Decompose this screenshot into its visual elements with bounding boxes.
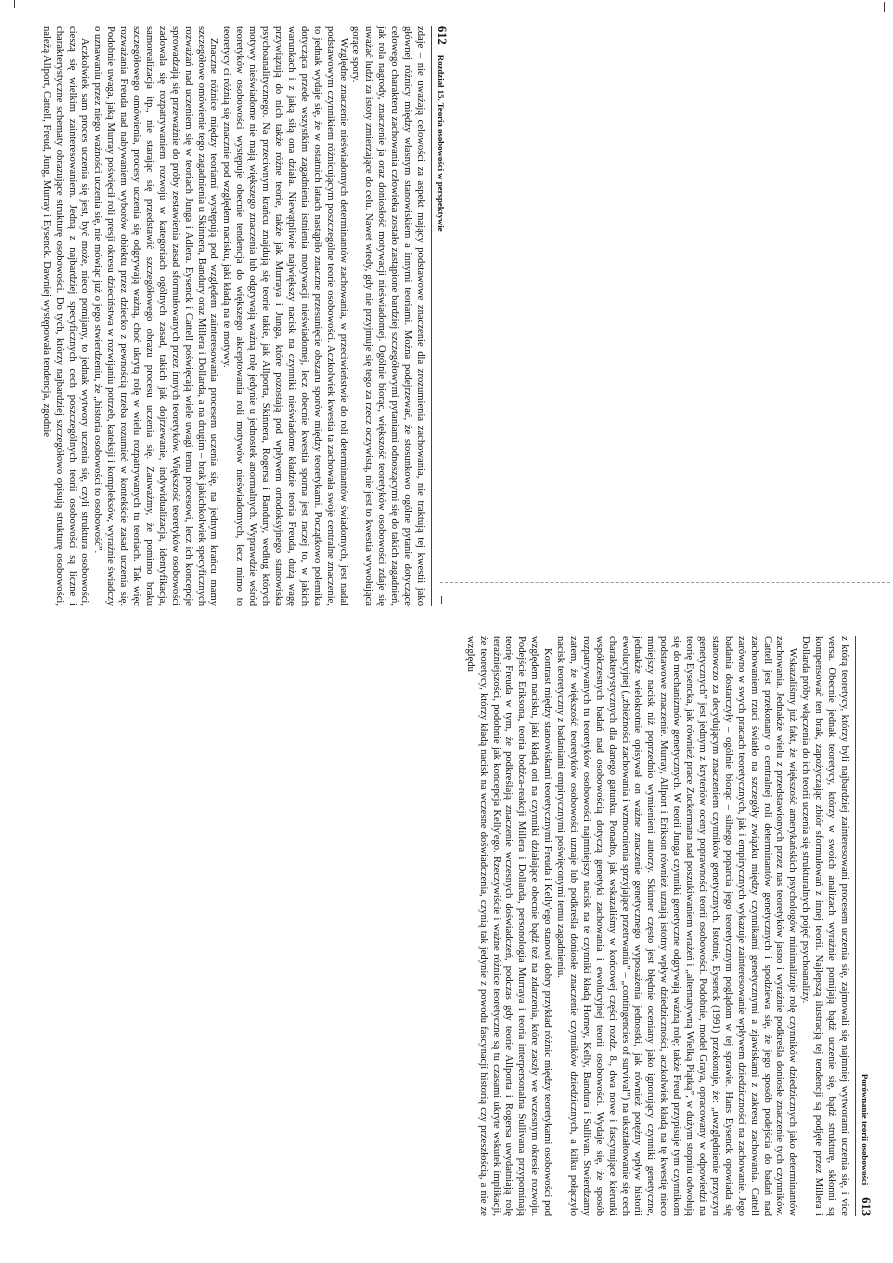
running-head: Porównanie teorii osobowości	[860, 1073, 870, 1186]
page-613	[464, 636, 873, 1216]
paragraph: Aczkolwiek sam proces uczenia się jest, być może, nieco pomijany, to jednak wytwory uczenia się, czyli struktura osobowości, cieszą się wielkim zainteresowaniem. Jedną z najbardziej specyficznych cech poszczególnych teorii osobowości są liczne i charakterystyczne schematy obrazujące strukturę osobowości. Do tych, którzy najbardziej szczegółowo opisują strukturę osobowości, należą Allport, Cattell, Freud, Jung, Murray i Eysenck. Dawniej występowała tendencja, zgodnie	[40, 26, 91, 606]
running-head: Rozdział 15. Teoria osobowości w perspektywie	[436, 54, 446, 232]
page-number: 613	[859, 1197, 873, 1216]
page-number: 612	[435, 26, 449, 45]
paragraph: Względne znaczenie nieświadomych determinantów zachowania, w przeciwieństwie do roli determinantów świadomych, jest nadal podstawowym czynnikiem różnicującym poszczególne teorie osobowości. Aczkolwiek kwestia ta zachowała swoje centralne znaczenie, to jednak wydaje się, że w ostatnich latach nastąpiło znaczne przesunięcie obszaru sporów między teoretykami. Początkowo polemika dotycząca przede wszystkim zagadnienia istnienia motywacji nieświadomej, lecz obecnie kwestia sporna jest raczej to, w jakich warunkach i z jaką siłą ona działa. Niewątpliwie największy nacisk na czynniki nieświadome kładzie teoria Freuda, dużą wagę przywiązują do nich także różne teorie, także jak Murraya i Junga, które pozostają pod wpływem ortodoksyjnego stanowiska psychoanalitycznego. Na przeciwnym krańcu znajdują się teorie takie, jak Allporta, Skinnera, Rogersa i Bandury, według których motywy nieświadome nie mają większego znaczenia lub odgrywają ważną rolę jedynie u jednostek anormalnych. Wyprawdzie wśród teoretyków osobowości występuje obecnie tendencja do większego akceptowania roli motywów nieświadomych, lecz mimo to teoretycy ci różnią się znacznie pod względem nacisku, jaki kładą na te motywy.	[221, 26, 349, 606]
page-header	[431, 26, 448, 606]
page-612	[40, 26, 449, 606]
page-body	[40, 26, 426, 606]
page-divider	[440, 582, 890, 583]
paragraph: Znaczne różnice między teoriami występują pod względem zainteresowania procesem uczenia się, na jednym krańcu mamy szczegółowe omówienie tego zagadnienia u Skinnera, Bandury oraz Millera i Dollarda, a na drugim – brak jakichkolwiek specyficznych rozważań nad uczeniem się w teoriach Junga i Adlera. Eysenck i Cattell poświęcają wiele uwagi temu procesowi, lecz ich koncepcje sprowadzają się przeważnie do próby zestawienia zasad sformułowanych przez innych teoretyków. Większość teoretyków osobowości zadowala się rozpatrywaniem rozwoju w kategoriach ogólnych zasad, takich jak dojrzewanie, indywidualizacja, identyfikacja, samorealizacja itp., nie starając się przedstawić szczegółowego obrazu procesu uczenia się. Zauważmy, że pomimo braku szczegółowego omówienia, procesy uczenia się odgrywają ważną, choć ukrytą rolę w wielu rozpatrywanych tu teoriach. Tak więc rozważania Freuda nad nabywaniem wyborów obiektu przez dziecko z pewnością trzeba rozumieć w kontekście zasad uczenia się. Podobnie uwaga, jaką Murray poświęcił roli presji okresu dzieciństwa w rozwijaniu potrzeb, kateksji i kompleksów, wyraźnie świadczy o uznawaniu przez niego ważności uczenia się, nie mówiąc już o jego stwierdzeniu, że „historia osobowości to osobowość”.	[92, 26, 220, 606]
paragraph: z którą teoretycy, którzy byli najbardziej zainteresowani procesem uczenia się, zajmowali się najmniej wytworami uczenia się, i vice versa. Obecnie jednak teoretycy, którzy w swoich analizach wyraźnie pomijają bądź uczenie się, bądź strukturę, skłonni są kompensować ten brak, zapożyczając zbiór sformułowań z innej teorii. Najlepszą ilustracją tej tendencji są podjęte przez Millera i Dollarda próby włączenia do ich teorii uczenia się strukturalnych pojęć psychoanalizy.	[800, 636, 850, 1216]
paragraph: zdaje – nie uważają celowości za aspekt mający podstawowe znaczenie dla zrozumienia zachowania, nie traktują tej kwestii jako głównej różnicy między własnym stanowiskiem a innymi teoriami. Można podejrzewać, że stosunkowo ogólne pytanie dotyczące celowego charakteru zachowania człowieka zostało zastąpione bardziej szczegółowymi pytaniami odnoszącymi się do takich zagadnień, jak rola nagrody, znaczenie ja oraz doniosłość motywacji nieświadomej. Ogólnie biorąc, większość teoretyków osobowości zdaje się uważać ludzi za istoty zmierzające do celu. Nawet wtedy, gdy nie przyjmuje się tego za rzecz oczywistą, nie jest to kwestia wywołująca gorące spory.	[350, 26, 426, 606]
paragraph: Wskazaliśmy już fakt, że większość amerykańskich psychologów minimalizuje rolę czynników dziedzicznych jako determinantów zachowania. Jednakże wielu z przedstawionych przez nas teoretyków jasno i wyraźnie podkreśla doniosłe znaczenie tych czynników. Cattell jest przekonany o centralnej roli determinantów genetycznych i spodziewa się, że jego sposób podejścia do badań nad zachowaniem rzuci światło na szczegóły związku między czynnikami genetycznymi a zjawiskami z zakresu zachowania. Cattell zarówno w swych pracach teoretycznych, jak i empirycznych wykazuje zainteresowanie wpływem dziedziczności na zachowanie. Jego badania dostarczyły – ogólnie biorąc – silnego poparcia jego teoretycznym poglądom w tej sprawie. Hans Eysenck opowiada się stanowczo za decydującym znaczeniem czynników genetycznych. Istotnie, Eysenck (1991) przekonuje, że: „uwzględnienie przyczyn genetycznych” jest jednym z kryteriów oceny poprawności teorii osobowości. Podobnie, model Graya, opracowany w odpowiedzi na teorię Eysencka, jak również prace Zuckermana nad poszukiwaniem wrażeń i „alternatywną Wielką Piątką”, w dużym stopniu odwołują się do mechanizmów genetycznych. W teorii Junga czynniki genetyczne odgrywają ważną rolę; także Freud przypisuje tym czynnikom podstawowe znaczenie. Murray, Allport i Erikson również uznają istotny wpływ dziedziczności, aczkolwiek kładą na tę kwestię nieco mniejszy nacisk niż poprzednio wymienieni autorzy. Skinner często jest błędnie oceniany jako ignorujący czynniki genetyczne, jednakże wielokrotnie opisywał on ważne znaczenie genetycznego wyposażenia jednostki, jak również potężny wpływ historii ewolucyjnej („zbieżności zachowania i wzmocnienia sprzyjające przetrwaniu” – „contingencies of survival”) na ukształtowanie się cech charakterystycznych dla danego gatunku. Ponadto, jak wskazaliśmy w końcowej części rozdz. 8., dwa nowe i fascynujące kierunki współczesnych badań nad osobowością dotyczą genetyki zachowania i ewolucyjnej teorii osobowości. Wydaje się, że sposób rozpatrywanych tu teoretyków osobowości najmniejszy nacisk na te czynniki kładą Horney, Kelly, Bandura i Sullivan. Stwierdzamy zatem, że większość teoretyków osobowości uznaje lub podkreśla doniosłe znaczenie czynników dziedzicznych, a kilku połączyło nacisk teoretyczny z badaniami empirycznymi poświęconymi temu zagadnieniu.	[555, 636, 799, 1216]
scan-edge-mark	[884, 2, 885, 12]
page-header	[855, 636, 872, 1216]
scan-edge-mark	[14, 0, 15, 8]
paragraph: Kontrast między stanowiskami teoretycznymi Freuda i Kelly'ego stanowi dobry przykład różnic między teoretykami osobowości pod względem nacisku, jaki kładą oni na czynniki działające obecnie bądź też na zdarzenia, które zaszły we wczesnym okresie rozwoju. Podejście Eriksona, teoria bodźca-reakcji Millera i Dollarda, personologia Murraya i teoria interpersonalna Sullivana przypominają teorię Freuda w tym, że podkreślają znaczenie wczesnych doświadczeń, podczas gdy teorie Allporta i Rogersa uwydatniają rolę teraźniejszości, podobnie jak koncepcja Kelly'ego. Rzeczywiście i ważne różnice teoretyczne są tu czasami ukryte wskutek implikacji, że teoretycy, którzy kładą nacisk na wczesne doświadczenia, czynią tak jedynie z powodu fascynacji historią czy przeszłością, a nie ze względu	[464, 636, 554, 1216]
page-body	[464, 636, 850, 1216]
